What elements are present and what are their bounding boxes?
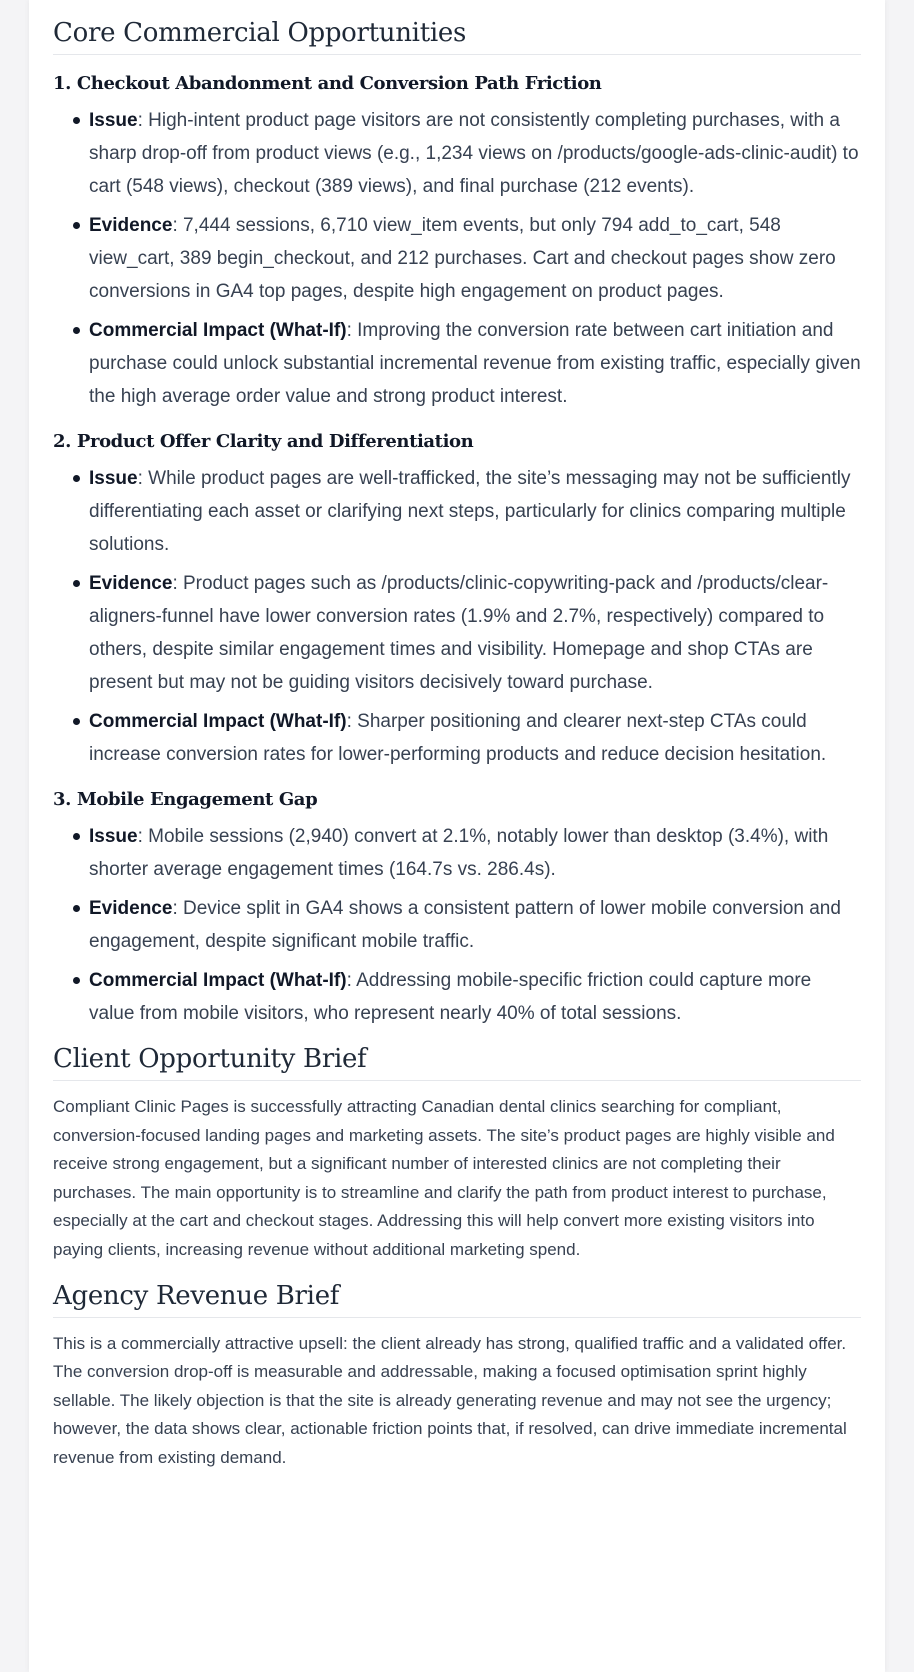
list-item <box>53 462 861 561</box>
bullet-icon <box>73 222 80 229</box>
point-text: : While product pages are well-trafficked, the site’s messaging may not be sufficiently differentiating each asset or clarifying next steps, particularly for clinics comparing multiple solutions. <box>89 468 851 555</box>
list-item <box>53 964 861 1030</box>
bullet-icon <box>73 977 80 984</box>
point-label: Evidence <box>89 215 173 236</box>
list-item <box>53 705 861 771</box>
core-opportunities-heading: Core Commercial Opportunities <box>53 18 861 55</box>
agency-brief-heading: Agency Revenue Brief <box>53 1281 861 1318</box>
point-label: Issue <box>89 468 138 489</box>
opportunity-1-points <box>53 104 861 413</box>
opportunity-1-title: 1. Checkout Abandonment and Conversion Path Friction <box>53 73 602 94</box>
bullet-icon <box>73 718 80 725</box>
point-text: : Product pages such as /products/clinic-copywriting-pack and /products/clear-aligners-funnel have lower conversion rates (1.9% and 2.7%, respectively) compared to others, despite similar engagement times and visibility. Homepage and shop CTAs are present but may not be guiding visitors decisively toward purchase. <box>89 573 829 693</box>
bullet-icon <box>73 905 80 912</box>
list-item <box>53 567 861 699</box>
point-label: Issue <box>89 826 138 847</box>
client-brief-text: Compliant Clinic Pages is successfully attracting Canadian dental clinics searching for compliant, conversion-focused landing pages and marketing assets. The site’s product pages are highly visible and receive strong engagement, but a significant number of interested clinics are not completing their purchases. The main opportunity is to streamline and clarify the path from product interest to purchase, especially at the cart and checkout stages. Addressing this will help convert more existing visitors into paying clients, increasing revenue without additional marketing spend. <box>53 1097 835 1259</box>
point-text: : Device split in GA4 shows a consistent pattern of lower mobile conversion and engagement, despite significant mobile traffic. <box>89 898 841 952</box>
opportunity-3-points <box>53 820 861 1030</box>
client-brief-heading: Client Opportunity Brief <box>53 1044 861 1081</box>
list-item <box>53 892 861 958</box>
opportunity-2-title: 2. Product Offer Clarity and Differentiation <box>53 431 474 452</box>
point-text: : Improving the conversion rate between cart initiation and purchase could unlock substantial incremental revenue from existing traffic, especially given the high average order value and strong product interest. <box>89 320 861 407</box>
point-label: Issue <box>89 110 138 131</box>
opportunity-3-title: 3. Mobile Engagement Gap <box>53 789 318 810</box>
agency-brief-text: This is a commercially attractive upsell: the client already has strong, qualified traffic and a validated offer. The conversion drop-off is measurable and addressable, making a focused optimisation sprint highly sellable. The likely objection is that the site is already generating revenue and may not see the urgency; however, the data shows clear, actionable friction points that, if resolved, can drive immediate incremental revenue from existing demand. <box>53 1333 847 1467</box>
point-label: Evidence <box>89 898 173 919</box>
bullet-icon <box>73 833 80 840</box>
point-label: Commercial Impact (What-If) <box>89 970 347 991</box>
opportunity-2-points <box>53 462 861 771</box>
point-label: Commercial Impact (What-If) <box>89 320 347 341</box>
list-item <box>53 104 861 203</box>
point-label: Evidence <box>89 573 173 594</box>
report-content <box>53 0 861 1473</box>
bullet-icon <box>73 580 80 587</box>
bullet-icon <box>73 117 80 124</box>
point-label: Commercial Impact (What-If) <box>89 711 347 732</box>
point-text: : Addressing mobile-specific friction could capture more value from mobile visitors, who represent nearly 40% of total sessions. <box>89 970 812 1024</box>
point-text: : High-intent product page visitors are not consistently completing purchases, with a sharp drop-off from product views (e.g., 1,234 views on /products/google-ads-clinic-audit) to cart (548 views), checkout (389 views), and final purchase (212 events). <box>89 110 859 197</box>
list-item <box>53 820 861 886</box>
bullet-icon <box>73 327 80 334</box>
point-text: : 7,444 sessions, 6,710 view_item events, but only 794 add_to_cart, 548 view_cart, 389 begin_checkout, and 212 purchases. Cart and checkout pages show zero conversions in GA4 top pages, despite high engagement on product pages. <box>89 215 836 302</box>
list-item <box>53 314 861 413</box>
point-text: : Mobile sessions (2,940) convert at 2.1%, notably lower than desktop (3.4%), with shorter average engagement times (164.7s vs. 286.4s). <box>89 826 829 880</box>
report-card <box>29 0 885 1672</box>
point-text: : Sharper positioning and clearer next-step CTAs could increase conversion rates for lower-performing products and reduce decision hesitation. <box>89 711 827 765</box>
list-item <box>53 209 861 308</box>
bullet-icon <box>73 475 80 482</box>
